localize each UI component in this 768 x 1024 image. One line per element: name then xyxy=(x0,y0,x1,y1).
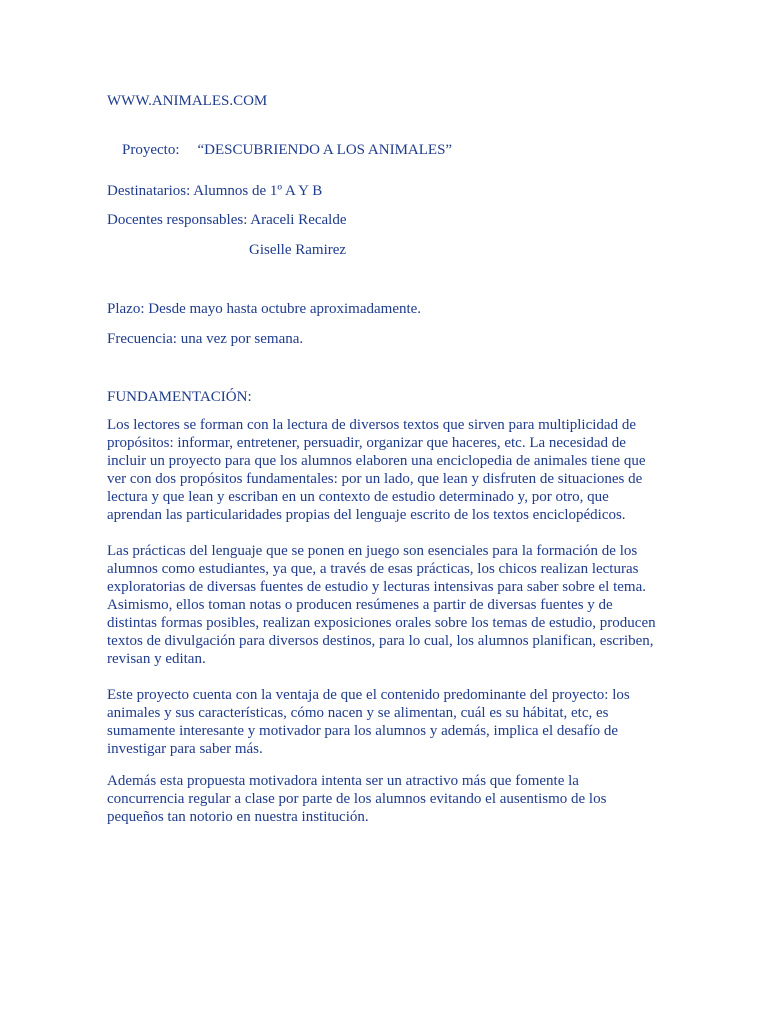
paragraph-line: revisan y editan. xyxy=(107,651,206,667)
project-label: Proyecto: xyxy=(122,142,180,158)
paragraph-3 xyxy=(107,686,655,758)
section-heading: FUNDAMENTACIÓN: xyxy=(107,389,252,405)
paragraph-line: concurrencia regular a clase por parte de los alumnos evitando el ausentismo de los xyxy=(107,791,607,807)
paragraph-1 xyxy=(107,416,655,524)
paragraph-2 xyxy=(107,542,655,668)
paragraph-line: textos de divulgación para diversos destinos, para lo cual, los alumnos planifican, escriben, xyxy=(107,633,654,649)
paragraph-line: lectura y que lean y escriban en un contexto de estudio determinado y, por otro, que xyxy=(107,489,609,505)
paragraph-line: Además esta propuesta motivadora intenta ser un atractivo más que fomente la xyxy=(107,773,579,789)
paragraph-line: investigar para saber más. xyxy=(107,741,263,757)
paragraph-line: Los lectores se forman con la lectura de diversos textos que sirven para multiplicidad de xyxy=(107,417,636,433)
paragraph-line: incluir un proyecto para que los alumnos elaboren una enciclopedia de animales tiene que xyxy=(107,453,646,469)
paragraph-line: exploratorias de diversas fuentes de estudio y lecturas intensivas para saber sobre el tema. xyxy=(107,579,646,595)
paragraph-line: Las prácticas del lenguaje que se ponen en juego son esenciales para la formación de los xyxy=(107,543,638,559)
paragraph-line: propósitos: informar, entretener, persuadir, organizar que haceres, etc. La necesidad de xyxy=(107,435,626,451)
paragraph-4 xyxy=(107,772,655,826)
site-name: WWW.ANIMALES.COM xyxy=(107,93,268,109)
paragraph-line: Este proyecto cuenta con la ventaja de que el contenido predominante del proyecto: los xyxy=(107,687,630,703)
project-line xyxy=(107,123,452,177)
paragraph-line: ver con dos propósitos fundamentales: por un lado, que lean y disfruten de situaciones de xyxy=(107,471,643,487)
docente-secondary: Giselle Ramirez xyxy=(249,242,347,258)
paragraph-line: Asimismo, ellos toman notas o producen resúmenes a partir de diversas fuentes y de xyxy=(107,597,613,613)
frecuencia-line: Frecuencia: una vez por semana. xyxy=(107,331,304,347)
docentes-line: Docentes responsables: Araceli Recalde xyxy=(107,212,347,228)
paragraph-line: sumamente interesante y motivador para los alumnos y además, implica el desafío de xyxy=(107,723,619,739)
paragraph-line: alumnos como estudiantes, ya que, a través de esas prácticas, los chicos realizan lecturas xyxy=(107,561,639,577)
paragraph-line: pequeños tan notorio en nuestra institución. xyxy=(107,809,369,825)
destinatarios-line: Destinatarios: Alumnos de 1º A Y B xyxy=(107,183,323,199)
paragraph-line: aprendan las particularidades propias del lenguaje escrito de los textos enciclopédicos. xyxy=(107,507,626,523)
paragraph-line: distintas formas posibles, realizan exposiciones orales sobre los temas de estudio, producen xyxy=(107,615,656,631)
project-title: “DESCUBRIENDO A LOS ANIMALES” xyxy=(197,142,453,158)
paragraph-line: animales y sus características, cómo nacen y se alimentan, cuál es su hábitat, etc, es xyxy=(107,705,609,721)
plazo-line: Plazo: Desde mayo hasta octubre aproximadamente. xyxy=(107,301,422,317)
